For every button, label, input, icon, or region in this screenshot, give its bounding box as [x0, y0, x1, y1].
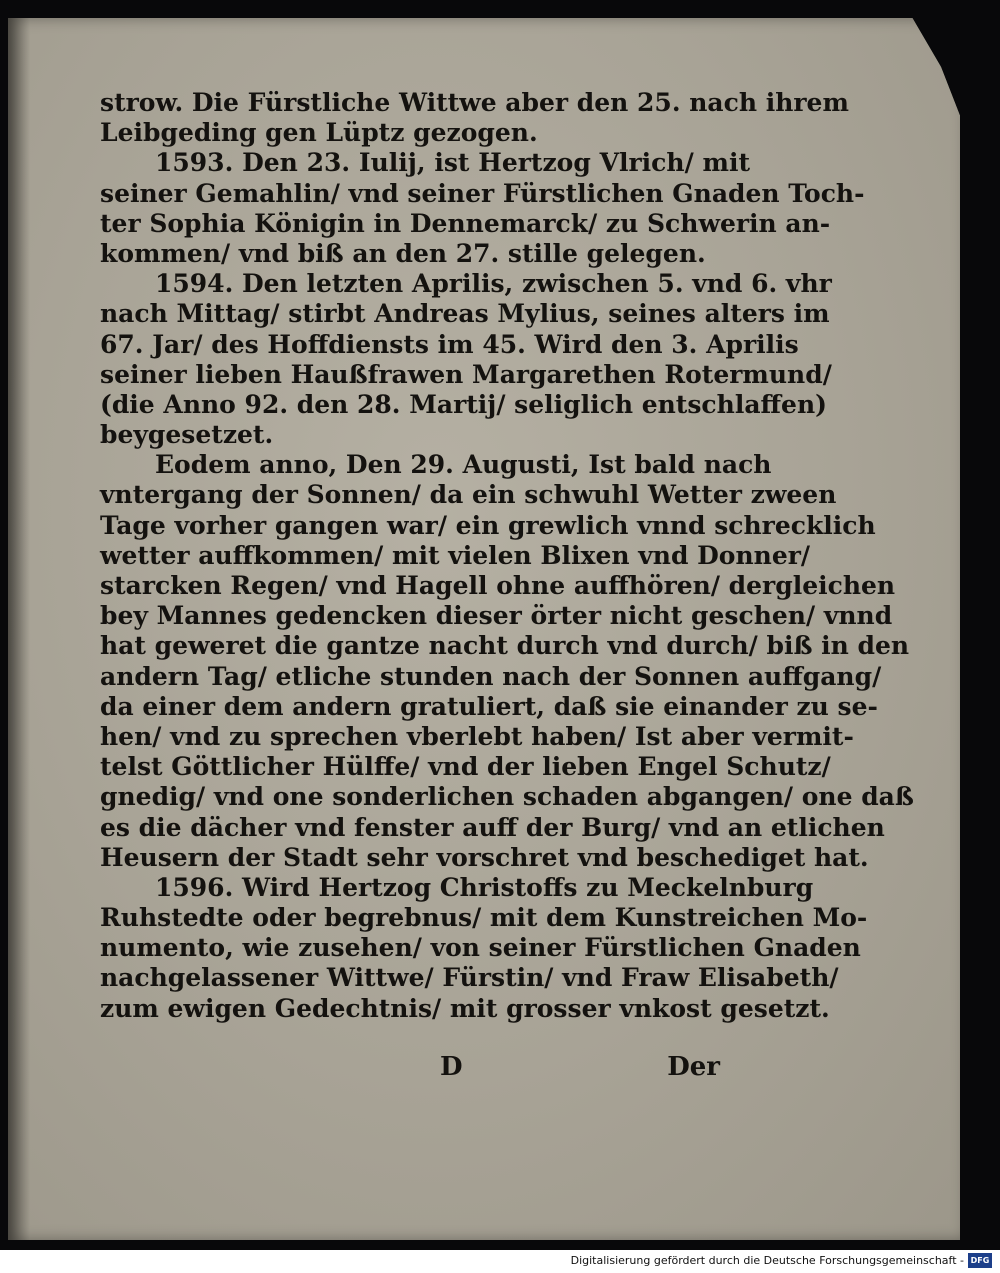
text-line: vntergang der Sonnen/ da ein schwuhl Wetter zween: [100, 480, 837, 510]
text-line: wetter auffkommen/ mit vielen Blixen vnd Donner/: [100, 540, 811, 570]
text-line: 1594. Den letzten Aprilis, zwischen 5. vnd 6. vhr: [155, 269, 832, 299]
text-line: bey Mannes gedencken dieser örter nicht geschen/ vnnd: [100, 601, 893, 631]
text-line: 1593. Den 23. Iulij, ist Hertzog Vlrich/ mit: [155, 148, 750, 178]
text-line: 1596. Wird Hertzog Christoffs zu Meckelnburg: [155, 872, 814, 902]
text-line: zum ewigen Gedechtnis/ mit grosser vnkost gesetzt.: [100, 993, 830, 1023]
funding-credit: Digitalisierung gefördert durch die Deutsche Forschungsgemeinschaft -: [570, 1254, 964, 1267]
text-line: starcken Regen/ vnd Hagell ohne auffhören/ dergleichen: [100, 571, 896, 600]
text-line: gnedig/ vnd one sonderlichen schaden abgangen/ one daß: [100, 782, 914, 812]
text-line: numento, wie zusehen/ von seiner Fürstlichen Gnaden: [100, 933, 861, 963]
text-line: (die Anno 92. den 28. Martij/ seliglich entschlaffen): [100, 389, 827, 419]
text-line: hat geweret die gantze nacht durch vnd durch/ biß in den: [100, 631, 910, 661]
text-line: strow. Die Fürstliche Wittwe aber den 25. nach ihrem: [100, 88, 849, 117]
text-line: beygesetzet.: [100, 420, 274, 450]
digitization-footer: [0, 1250, 1000, 1273]
signature-mark: D: [440, 1052, 463, 1082]
text-line: Eodem anno, Den 29. Augusti, Ist bald nach: [155, 450, 772, 480]
text-line: es die dächer vnd fenster auff der Burg/ vnd an etlichen: [100, 812, 885, 842]
text-line: 67. Jar/ des Hoffdiensts im 45. Wird den 3. Aprilis: [100, 329, 799, 359]
text-line: nach Mittag/ stirbt Andreas Mylius, seines alters im: [100, 299, 830, 329]
text-line: kommen/ vnd biß an den 27. stille gelegen.: [100, 238, 706, 268]
text-line: da einer dem andern gratuliert, daß sie einander zu se-: [100, 691, 878, 721]
text-line: andern Tag/ etliche stunden nach der Sonnen auffgang/: [100, 661, 882, 691]
text-line: nachgelassener Wittwe/ Fürstin/ vnd Fraw Elisabeth/: [100, 963, 839, 993]
text-line: hen/ vnd zu sprechen vberlebt haben/ Ist aber vermit-: [100, 721, 854, 751]
text-line: Ruhstedte oder begrebnus/ mit dem Kunstreichen Mo-: [100, 903, 868, 933]
text-line: seiner lieben Haußfrawen Margarethen Rotermund/: [100, 359, 832, 389]
text-line: ter Sophia Königin in Dennemarck/ zu Schwerin an-: [100, 208, 831, 238]
page-gutter-shadow: [8, 18, 30, 1240]
text-line: Heusern der Stadt sehr vorschret vnd beschediget hat.: [100, 842, 869, 872]
page-footer-marks: [100, 1052, 720, 1092]
text-line: Leibgeding gen Lüptz gezogen.: [100, 118, 538, 148]
dfg-logo-icon: DFG: [968, 1253, 992, 1268]
page-text: [100, 88, 914, 1024]
catchword: Der: [667, 1052, 720, 1082]
text-line: telst Göttlicher Hülffe/ vnd der lieben Engel Schutz/: [100, 752, 831, 782]
text-line: Tage vorher gangen war/ ein grewlich vnnd schrecklich: [100, 510, 876, 540]
text-line: seiner Gemahlin/ vnd seiner Fürstlichen Gnaden Toch-: [100, 178, 865, 208]
